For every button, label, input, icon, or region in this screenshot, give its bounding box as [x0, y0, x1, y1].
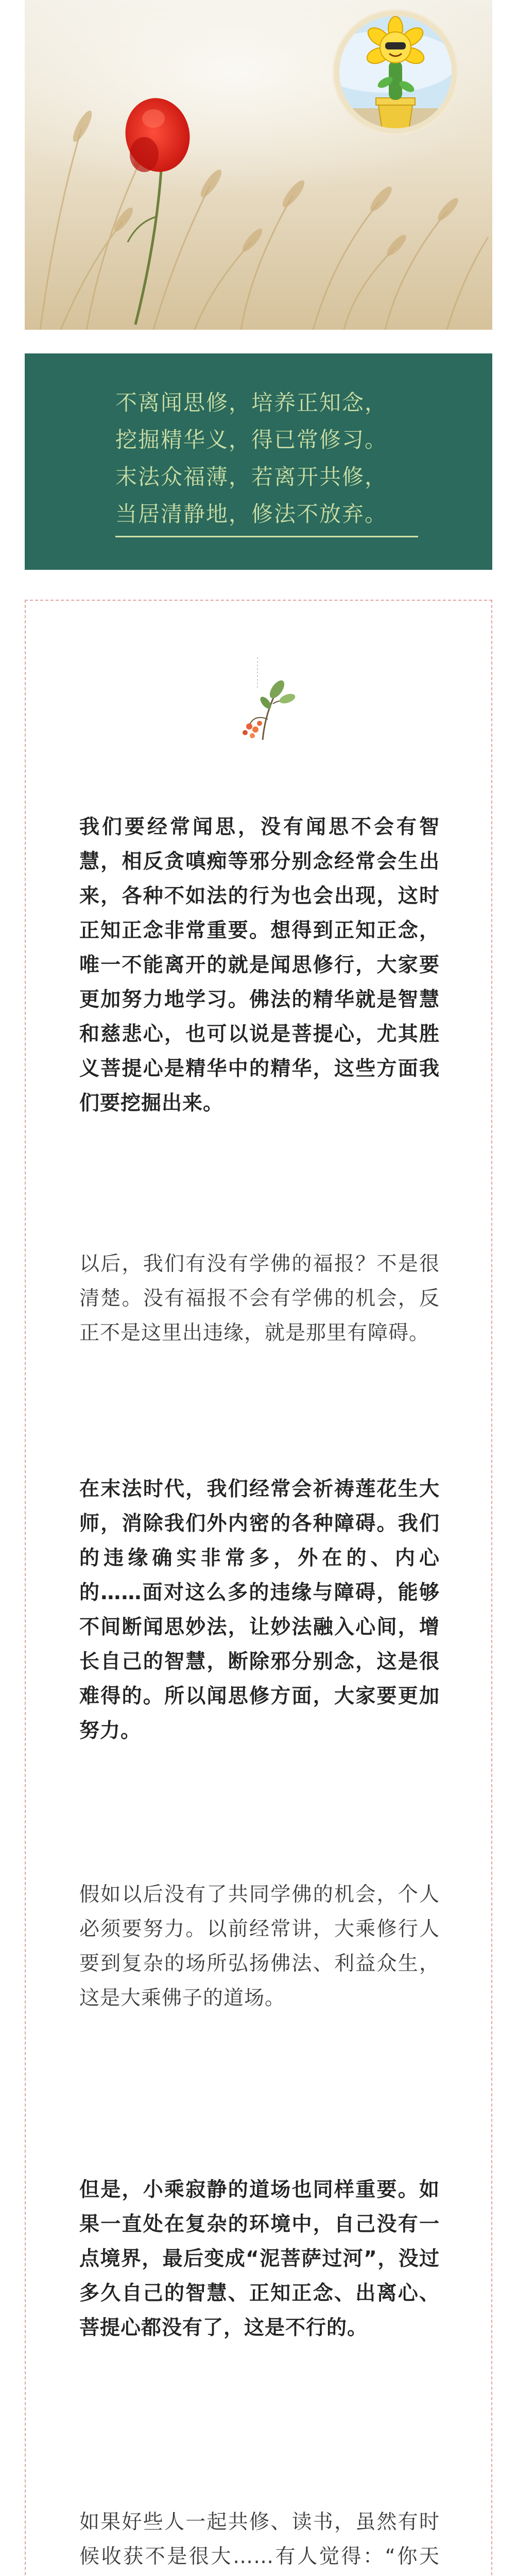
quote-line: 挖掘精华义，得已常修习。 [115, 427, 388, 452]
quote-banner [25, 353, 492, 570]
quote-line: 当居清静地，修法不放弃。 [115, 501, 388, 527]
article-paragraph: 在末法时代，我们经常会祈祷莲花生大师，消除我们外内密的各种障碍。我们的违缘确实非常多，外在的、内心的……面对这么多的违缘与障碍，能够不间断闻思妙法，让妙法融入心间，增长自己的智慧，断除邪分别念，这是很难得的。所以闻思修方面，大家要更加努力。 [79, 1478, 440, 1742]
hero-image [25, 0, 492, 330]
article-paragraph: 以后，我们有没有学佛的福报？不是很清楚。没有福报不会有学佛的机会，反正不是这里出违缘，就是那里有障碍。 [79, 1252, 440, 1345]
quote-line: 不离闻思修，培养正知念， [115, 390, 388, 415]
berry-branch-icon [227, 657, 299, 745]
article-paragraph: 如果好些人一起共修、读书，虽然有时候收获不是很大……有人觉得：“你天 [79, 2511, 440, 2568]
quote-line: 末法众福薄，若离开共修， [115, 464, 388, 489]
article-paragraph: 但是，小乘寂静的道场也同样重要。如果一直处在复杂的环境中，自己没有一点境界，最后变成“泥菩萨过河”，没过多久自己的智慧、正知正念、出离心、菩提心都没有了，这是不行的。 [79, 2178, 440, 2340]
article-paragraph: 我们要经常闻思，没有闻思不会有智慧，相反贪嗔痴等邪分别念经常会生出来，各种不如法的行为也会出现，这时正知正念非常重要。想得到正知正念，唯一不能离开的就是闻思修行，大家要更加努力地学习。佛法的精华就是智慧和慈悲心，也可以说是菩提心，尤其胜义菩提心是精华中的精华，这些方面我们要挖掘出来。 [79, 816, 440, 1115]
hero-illustration [25, 0, 492, 330]
quote-underline [115, 536, 418, 537]
quote-verse [115, 384, 445, 537]
article-panel [25, 600, 492, 2576]
article-paragraph: 假如以后没有了共同学佛的机会，个人必须要努力。以前经常讲，大乘修行人要到复杂的场所弘扬佛法、利益众生，这是大乘佛子的道场。 [79, 1883, 440, 2010]
